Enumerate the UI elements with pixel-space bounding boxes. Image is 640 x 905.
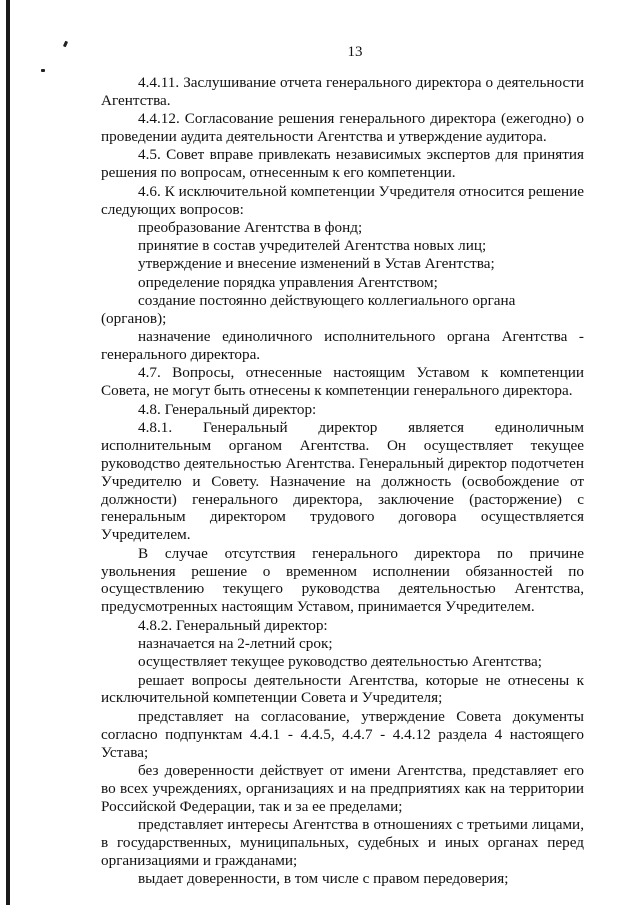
list-item: создание постоянно действующего коллегиального органа (органов); [101, 292, 516, 327]
paragraph-4-4-11: 4.4.11. Заслушивание отчета генерального директора о деятельности Агентства. [101, 74, 584, 109]
list-item: решает вопросы деятельности Агентства, которые не отнесены к исключительной компетенции Совета и Учредителя; [101, 671, 584, 707]
paragraph-4-7: 4.7. Вопросы, отнесенные настоящим Уставом к компетенции Совета, не могут быть отнесены к компетенции генерального директора. [101, 364, 584, 400]
list-item: принятие в состав учредителей Агентства новых лиц; [138, 237, 487, 255]
list-item: преобразование Агентства в фонд; [138, 218, 363, 236]
paragraph-4-8-1: 4.8.1. Генеральный директор является единоличным исполнительным органом Агентства. Он осуществляет текущее руководство деятельностью Агентства. Генеральный директор подотчетен Учредителю и Совету. Назначение на должность (освобождение от должности) генерального директора, заключение (расторжение) с генеральным директором трудового договора осуществляется Учредителем. [101, 418, 584, 544]
page-number: 13 [347, 44, 363, 60]
scan-edge-shadow [6, 0, 10, 905]
paragraph-4-5: 4.5. Совет вправе привлекать независимых экспертов для принятия решения по вопросам, отнесенным к его компетенции. [101, 146, 584, 182]
list-item: назначается на 2-летний срок; [138, 634, 333, 652]
list-item: утверждение и внесение изменений в Устав Агентства; [138, 255, 495, 273]
scan-speck [41, 69, 45, 72]
list-item: представляет интересы Агентства в отношениях с третьими лицами, в государственных, муниципальных, судебных и иных органах перед организациями и гражданами; [101, 815, 584, 869]
paragraph-4-8: 4.8. Генеральный директор: [138, 400, 317, 418]
document-body [101, 74, 584, 888]
list-item: без доверенности действует от имени Агентства, представляет его во всех учреждениях, организациях и на предприятиях как на территории Российской Федерации, так и за ее пределами; [101, 761, 584, 815]
paragraph-absence: В случае отсутствия генерального директора по причине увольнения решение о временном исполнении обязанностей по осуществлению текущего руководства деятельностью Агентства, предусмотренных настоящим Уставом, принимается Учредителем. [101, 544, 584, 616]
paragraph-4-4-12: 4.4.12. Согласование решения генерального директора (ежегодно) о проведении аудита деятельности Агентства и утверждение аудитора. [101, 110, 584, 146]
list-item: определение порядка управления Агентством; [138, 273, 438, 291]
list-item: осуществляет текущее руководство деятельностью Агентства; [138, 653, 542, 671]
paragraph-4-6: 4.6. К исключительной компетенции Учредителя относится решение следующих вопросов: [101, 182, 584, 218]
paragraph-4-8-2: 4.8.2. Генеральный директор: [138, 616, 328, 634]
list-item: выдает доверенности, в том числе с правом передоверия; [138, 870, 509, 888]
list-item: представляет на согласование, утверждение Совета документы согласно подпунктам 4.4.1 - 4.4.5, 4.4.7 - 4.4.12 раздела 4 настоящего Устава; [101, 707, 584, 761]
list-item: назначение единоличного исполнительного органа Агентства - генерального директора. [101, 328, 584, 364]
